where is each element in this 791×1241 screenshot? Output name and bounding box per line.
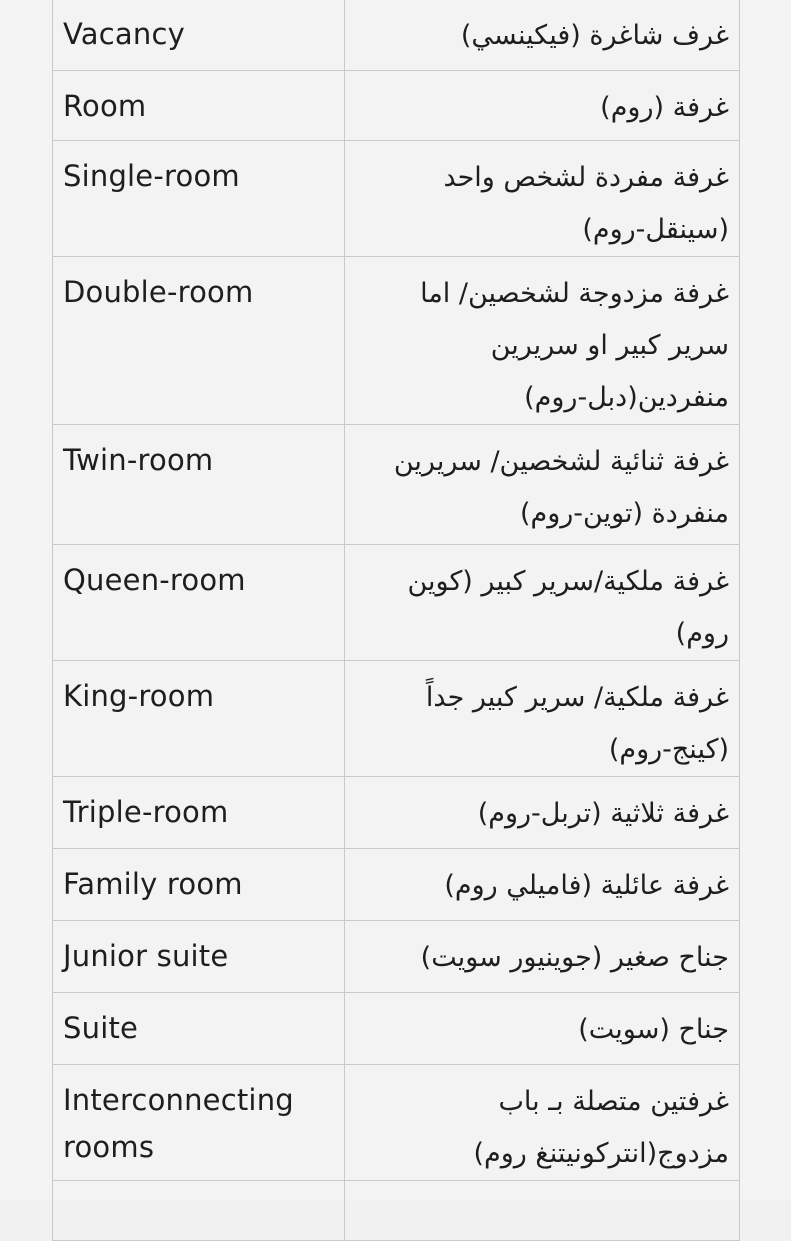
- english-term: Triple-room: [53, 777, 345, 849]
- arabic-definition: غرفة (روم): [345, 71, 740, 141]
- table-row: [53, 425, 740, 545]
- arabic-definition: غرفة عائلية (فاميلي روم): [345, 849, 740, 921]
- english-term: Junior suite: [53, 921, 345, 993]
- room-types-table: [52, 0, 740, 1241]
- arabic-definition: غرفة ملكية/ سرير كبير جداً (كينج-روم): [345, 661, 740, 777]
- table-row: [53, 661, 740, 777]
- table-row: [53, 1181, 740, 1241]
- english-term: Family room: [53, 849, 345, 921]
- english-term: Room: [53, 71, 345, 141]
- table-row: [53, 777, 740, 849]
- table-row: [53, 1065, 740, 1181]
- english-term: Vacancy: [53, 0, 345, 71]
- english-term: King-room: [53, 661, 345, 777]
- table-row: [53, 141, 740, 257]
- arabic-definition: غرفة ثلاثية (تربل-روم): [345, 777, 740, 849]
- arabic-definition: [345, 1181, 740, 1241]
- table-row: [53, 0, 740, 71]
- arabic-definition: غرفتين متصلة بـ باب مزدوج(انتركونيتنغ روم): [345, 1065, 740, 1181]
- english-term: Twin-room: [53, 425, 345, 545]
- arabic-definition: جناح صغير (جوينيور سويت): [345, 921, 740, 993]
- english-term: [53, 1181, 345, 1241]
- arabic-definition: غرفة ملكية/سرير كبير (كوين روم): [345, 545, 740, 661]
- table-row: [53, 921, 740, 993]
- arabic-definition: غرف شاغرة (فيكينسي): [345, 0, 740, 71]
- table-row: [53, 71, 740, 141]
- english-term: Interconnecting rooms: [53, 1065, 345, 1181]
- arabic-definition: غرفة مفردة لشخص واحد (سينقل-روم): [345, 141, 740, 257]
- english-term: Queen-room: [53, 545, 345, 661]
- english-term: Double-room: [53, 257, 345, 425]
- table-row: [53, 993, 740, 1065]
- arabic-definition: غرفة ثنائية لشخصين/ سريرين منفردة (توين-روم): [345, 425, 740, 545]
- arabic-definition: جناح (سويت): [345, 993, 740, 1065]
- english-term: Suite: [53, 993, 345, 1065]
- arabic-definition: غرفة مزدوجة لشخصين/ اما سرير كبير او سريرين منفردين(دبل-روم): [345, 257, 740, 425]
- table-row: [53, 849, 740, 921]
- table-row: [53, 545, 740, 661]
- table-row: [53, 257, 740, 425]
- english-term: Single-room: [53, 141, 345, 257]
